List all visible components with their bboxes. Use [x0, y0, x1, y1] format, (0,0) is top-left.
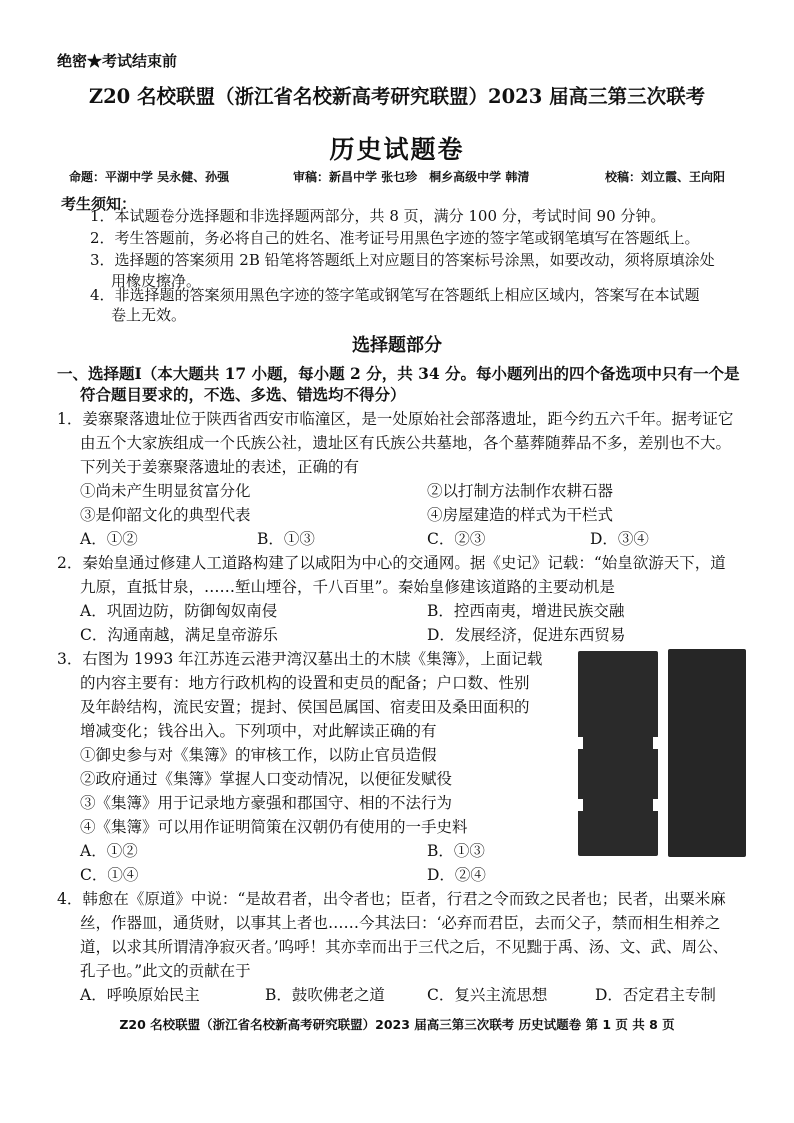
- question-stem: 增减变化；钱谷出入。下列项中，对此解读正确的有: [80, 722, 437, 740]
- statement-4: ④房屋建造的样式为干栏式: [427, 506, 614, 524]
- question-stem: 4．韩愈在《原道》中说：“是故君者，出令者也；臣者，行君之令而致之民者也；民者，出粟米麻: [57, 890, 726, 908]
- part-heading: 一、选择题Ⅰ（本大题共 17 小题，每小题 2 分，共 34 分。每小题列出的四个备选项中只有一个是: [57, 364, 740, 383]
- question-stem: 3．右图为 1993 年江苏连云港尹湾汉墓出土的木牍《集簿》，上面记载: [57, 650, 543, 668]
- option-d: D．③④: [590, 530, 649, 548]
- notice-heading: 考生须知：: [61, 195, 137, 213]
- wooden-slip-right: [668, 649, 746, 857]
- paper-title: 历史试题卷: [329, 135, 465, 164]
- option-c: C．②③: [427, 530, 486, 548]
- notice-item: 用橡皮擦净。: [111, 272, 202, 290]
- wooden-slip-image: [570, 645, 750, 860]
- question-stem: 2．秦始皇通过修建人工道路构建了以咸阳为中心的交通网。据《史记》记载：“始皇欲游天下，道: [57, 554, 726, 572]
- statement-2: ②政府通过《集簿》掌握人口变动情况，以便征发赋役: [80, 770, 453, 788]
- notice-item: 1．本试题卷分选择题和非选择题两部分，共 8 页，满分 100 分，考试时间 90 分钟。: [90, 207, 666, 225]
- option-b: B．鼓吹佛老之道: [265, 986, 385, 1004]
- statement-3: ③《集簿》用于记录地方豪强和郡国守、相的不法行为: [80, 794, 453, 812]
- statement-1: ①尚未产生明显贫富分化: [80, 482, 251, 500]
- credit-shengao: 审稿：新昌中学 张乜珍 桐乡高级中学 韩清: [293, 170, 530, 184]
- option-c: C．沟通南越，满足皇帝游乐: [80, 626, 278, 644]
- wooden-slip-left: [578, 651, 658, 856]
- question-stem: 及年龄结构，流民安置；提封、侯国邑属国、宿麦田及桑田面积的: [80, 698, 530, 716]
- question-stem: 孔子也。”此文的贡献在于: [80, 962, 251, 980]
- statement-1: ①御史参与对《集簿》的审核工作，以防止官员造假: [80, 746, 437, 764]
- notice-item: 卷上无效。: [111, 306, 187, 324]
- question-stem: 由五个大家族组成一个氏族公社，遗址区有氏族公共墓地，各个墓葬随葬品不多，差别也不大。: [80, 434, 732, 452]
- exam-title: Z20 名校联盟（浙江省名校新高考研究联盟）2023 届高三第三次联考: [88, 85, 706, 108]
- statement-2: ②以打制方法制作农耕石器: [427, 482, 614, 500]
- credit-mingti: 命题：平湖中学 吴永健、孙强: [69, 170, 230, 184]
- statement-3: ③是仰韶文化的典型代表: [80, 506, 251, 524]
- option-b: B．①③: [257, 530, 315, 548]
- question-stem: 1．姜寨聚落遗址位于陕西省西安市临潼区，是一处原始社会部落遗址，距今约五六千年。据考证它: [57, 410, 734, 428]
- option-c: C．①④: [80, 866, 139, 884]
- notice-item: 4．非选择题的答案须用黑色字迹的签字笔或钢笔写在答题纸上相应区域内，答案写在本试题: [90, 286, 700, 304]
- part-heading-cont: 符合题目要求的，不选、多选、错选均不得分）: [80, 385, 406, 404]
- option-b: B．控西南夷，增进民族交融: [427, 602, 625, 620]
- question-stem: 道，以求其所谓清净寂灭者。’呜呼！其亦幸而出于三代之后，不见黜于禹、汤、文、武、周公、: [80, 938, 729, 956]
- option-a: A．①②: [80, 530, 138, 548]
- statement-4: ④《集簿》可以用作证明简策在汉朝仍有使用的一手史料: [80, 818, 468, 836]
- option-d: D．②④: [427, 866, 486, 884]
- option-d: D．否定君主专制: [595, 986, 716, 1004]
- notice-item: 2．考生答题前，务必将自己的姓名、准考证号用黑色字迹的签字笔或钢笔填写在答题纸上。: [90, 229, 700, 247]
- page-footer: Z20 名校联盟（浙江省名校新高考研究联盟）2023 届高三第三次联考 历史试题卷 第 1 页 共 8 页: [119, 1017, 675, 1032]
- question-stem: 的内容主要有：地方行政机构的设置和吏员的配备；户口数、性别: [80, 674, 530, 692]
- option-d: D．发展经济，促进东西贸易: [427, 626, 626, 644]
- notice-item: 3．选择题的答案须用 2B 铅笔将答题纸上对应题目的答案标号涂黑，如要改动，须将原填涂处: [90, 251, 715, 269]
- confidential-label: 绝密★考试结束前: [57, 52, 178, 70]
- option-a: A．呼唤原始民主: [80, 986, 200, 1004]
- question-stem: 丝，作器皿，通货财，以事其上者也……今其法曰：‘必弃而君臣，去而父子，禁而相生相养之: [80, 914, 721, 932]
- option-c: C．复兴主流思想: [427, 986, 548, 1004]
- option-b: B．①③: [427, 842, 485, 860]
- question-stem: 九原，直抵甘泉，……堑山堙谷，千八百里”。秦始皇修建该道路的主要动机是: [80, 578, 615, 596]
- section-title: 选择题部分: [352, 335, 442, 356]
- question-stem: 下列关于姜寨聚落遗址的表述，正确的有: [80, 458, 360, 476]
- option-a: A．①②: [80, 842, 138, 860]
- option-a: A．巩固边防，防御匈奴南侵: [80, 602, 278, 620]
- credit-jiaogao: 校稿：刘立霞、王向阳: [605, 170, 726, 184]
